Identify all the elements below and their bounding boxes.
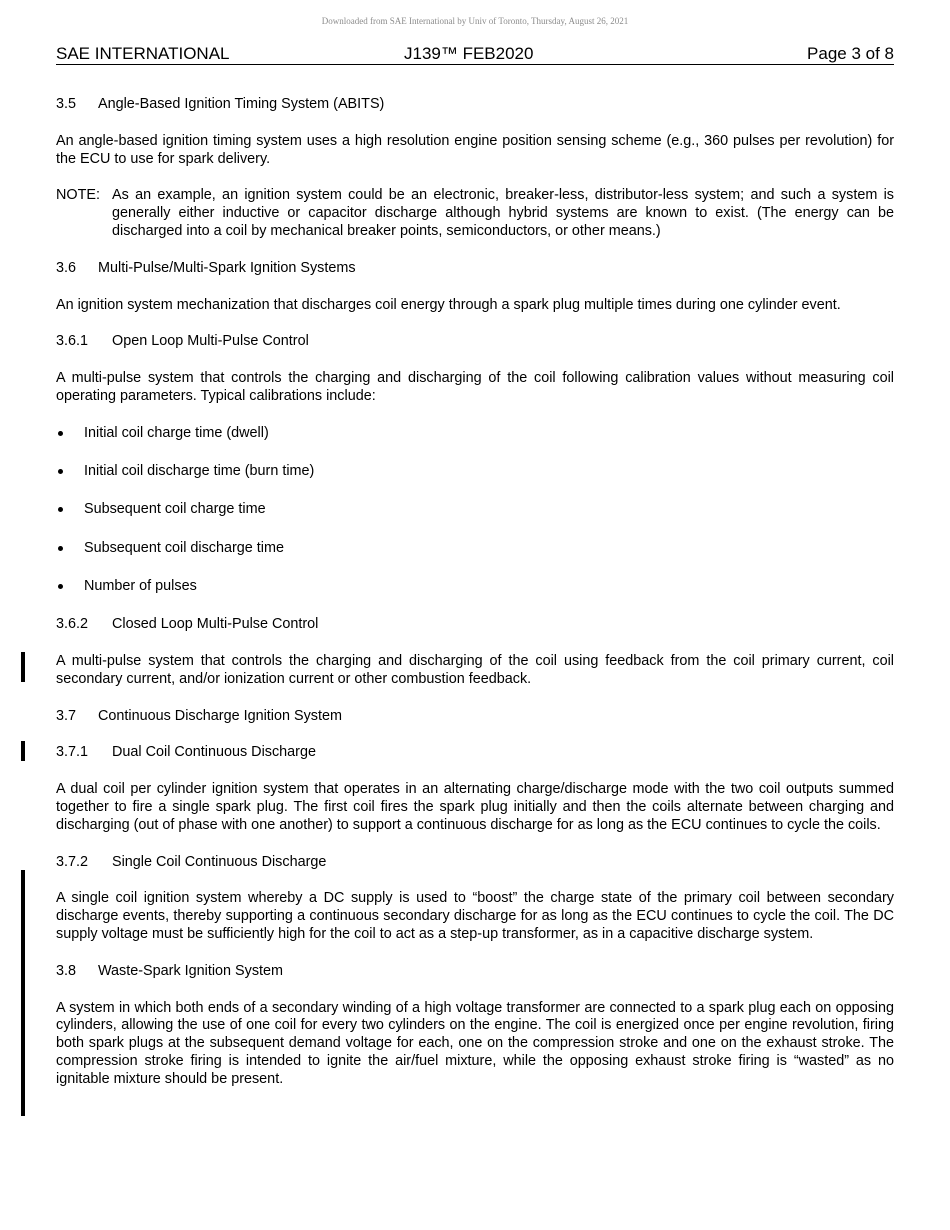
section-title: Open Loop Multi-Pulse Control (112, 333, 309, 350)
section-title: Multi-Pulse/Multi-Spark Ignition Systems (98, 259, 356, 276)
section-number: 3.6.1 (56, 333, 89, 350)
section-number: 3.7.2 (56, 853, 89, 870)
list-item: Initial coil discharge time (burn time) (56, 463, 894, 481)
calibration-list (56, 425, 894, 596)
revision-bar-3-6-2 (21, 652, 25, 682)
section-heading-3-5 (56, 96, 894, 114)
section-number: 3.6.2 (56, 616, 89, 633)
section-heading-3-6-1 (56, 333, 894, 351)
page-header (56, 44, 894, 65)
note-3-5 (56, 187, 894, 240)
section-heading-3-7 (56, 708, 894, 726)
paragraph-3-6-2: A multi-pulse system that controls the charging and discharging of the coil using feedback from the coil primary current, coil secondary current, and/or ionization current or other combustion feedback. (56, 653, 894, 687)
section-title: Angle-Based Ignition Timing System (ABITS) (98, 96, 385, 112)
note-text: As an example, an ignition system could be an electronic, breaker-less, distributor-less system; and such a system is generally either inductive or capacitor discharge although hybrid systems are known to exist. (The energy can be discharged into a coil by mechanical breaker points, semiconductors, or other means.) (112, 187, 894, 239)
section-title: Dual Coil Continuous Discharge (112, 744, 316, 761)
paragraph-3-5: An angle-based ignition timing system uses a high resolution engine position sensing scheme (e.g., 360 pulses per revolution) for the ECU to use for spark delivery. (56, 132, 894, 167)
publisher-name: SAE INTERNATIONAL (56, 44, 230, 63)
note-label: NOTE: (56, 187, 100, 204)
list-item: Number of pulses (56, 578, 894, 596)
revision-bar-3-7-1 (21, 741, 25, 761)
revision-bar-3-7-2-3-8 (21, 870, 25, 1116)
page-number: Page 3 of 8 (807, 44, 894, 63)
section-title: Continuous Discharge Ignition System (98, 707, 342, 724)
paragraph-3-6-1: A multi-pulse system that controls the charging and discharging of the coil following calibration values without measuring coil operating parameters. Typical calibrations include: (56, 370, 894, 404)
download-watermark: Downloaded from SAE International by Univ of Toronto, Thursday, August 26, 2021 (321, 16, 629, 26)
section-heading-3-6 (56, 260, 894, 278)
section-heading-3-6-2 (56, 616, 894, 634)
paragraph-3-6: An ignition system mechanization that discharges coil energy through a spark plug multiple times during one cylinder event. (56, 296, 841, 313)
list-item: Initial coil charge time (dwell) (56, 425, 894, 443)
section-heading-3-7-1 (56, 744, 894, 762)
section-heading-3-7-2 (56, 854, 894, 872)
section-title: Single Coil Continuous Discharge (112, 853, 327, 870)
list-item: Subsequent coil discharge time (56, 540, 894, 558)
document-id: J139™ FEB2020 (404, 44, 534, 63)
section-number: 3.8 (56, 962, 77, 979)
paragraph-3-7-2: A single coil ignition system whereby a DC supply is used to “boost” the charge state of the primary coil between secondary discharge events, thereby supporting a continuous secondary discharge for as long as the ECU continues to cycle the coil. The DC supply voltage must be sufficiently high for the coil to act as a step-up transformer, as in a capacitive discharge system. (56, 890, 894, 943)
document-body (56, 96, 894, 1108)
section-number: 3.5 (56, 96, 77, 112)
section-title: Closed Loop Multi-Pulse Control (112, 616, 319, 633)
section-heading-3-8 (56, 963, 894, 981)
section-title: Waste-Spark Ignition System (98, 962, 284, 979)
paragraph-3-7-1: A dual coil per cylinder ignition system that operates in an alternating charge/discharge mode with the two coil outputs summed together to fire a single spark plug. The first coil fires the spark plug initially and then the coils alternate between charging and discharging (out of phase with one another) to support a continuous discharge for as long as the ECU continues to cycle the coils. (56, 781, 894, 833)
list-item: Subsequent coil charge time (56, 501, 894, 519)
section-number: 3.7.1 (56, 744, 89, 761)
paragraph-3-8: A system in which both ends of a secondary winding of a high voltage transformer are connected to a spark plug each on opposing cylinders, allowing the use of one coil for every two cylinders on the engine. The coil is energized once per engine revolution, firing both spark plugs at the subsequent demand voltage for each, one on the compression stroke and one on the exhaust stroke. The compression stroke firing is intended to ignite the air/fuel mixture, while the opposing exhaust stroke firing is “wasted” as no ignitable mixture should be present. (56, 999, 894, 1087)
section-number: 3.7 (56, 707, 77, 724)
section-number: 3.6 (56, 259, 77, 276)
